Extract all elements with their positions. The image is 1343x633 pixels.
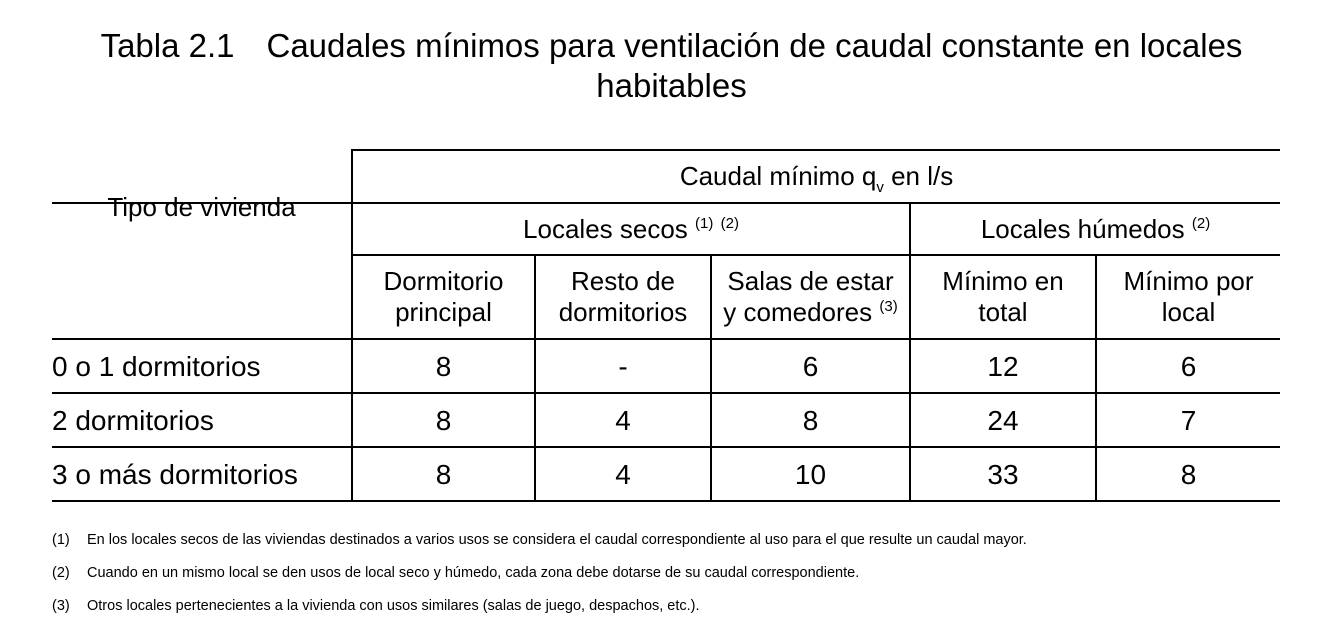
table-row — [52, 393, 1280, 447]
row-tipo: 3 o más dormitorios — [52, 447, 352, 501]
cell-dormitorio-principal: 8 — [352, 339, 535, 393]
footnote-ref: (2) — [720, 214, 739, 232]
footnote-number: (3) — [52, 598, 70, 614]
footnote — [52, 561, 1312, 594]
footnote-ref: (2) — [1191, 214, 1211, 232]
cell-salas-estar: 10 — [711, 447, 910, 501]
footnotes — [52, 528, 1312, 627]
subscript-v: v — [876, 179, 884, 196]
cell-salas-estar: 6 — [711, 339, 910, 393]
col-resto-dormitorios: Resto de dormitorios — [535, 255, 711, 339]
footnote-ref: (3) — [879, 298, 898, 315]
col-dormitorio-principal: Dormitorio principal — [352, 255, 535, 339]
title-line-1 — [0, 26, 1343, 66]
tipo-vivienda-header: Tipo de vivienda — [52, 203, 352, 339]
cell-resto-dormitorios: 4 — [535, 447, 711, 501]
cell-minimo-local: 6 — [1096, 339, 1280, 393]
cell-dormitorio-principal: 8 — [352, 393, 535, 447]
cell-minimo-total: 24 — [910, 393, 1096, 447]
row-tipo: 2 dormitorios — [52, 393, 352, 447]
col-minimo-total: Mínimo en total — [910, 255, 1096, 339]
table-row — [52, 447, 1280, 501]
footnote-number: (2) — [52, 565, 70, 581]
cell-resto-dormitorios: 4 — [535, 393, 711, 447]
locales-secos-header: Locales secos $^{(1)}$ $^{(2)}$ — [352, 203, 910, 255]
cell-resto-dormitorios: - — [535, 339, 711, 393]
table-row — [52, 339, 1280, 393]
footnote-ref: (1) — [695, 214, 714, 232]
title-text: Caudales mínimos para ventilación de caudal constante en locales — [266, 27, 1243, 64]
footnote-text: Cuando en un mismo local se den usos de local seco y húmedo, cada zona debe dotarse de su caudal correspondiente. — [87, 565, 860, 581]
cell-minimo-total: 12 — [910, 339, 1096, 393]
header-row-2 — [52, 203, 1280, 255]
ventilation-table — [52, 149, 1280, 502]
footnote-text: Otros locales pertenecientes a la vivienda con usos similares (salas de juego, despachos, etc.). — [87, 598, 700, 614]
cell-minimo-local: 8 — [1096, 447, 1280, 501]
cell-minimo-total: 33 — [910, 447, 1096, 501]
table-number: Tabla 2.1 — [100, 27, 235, 64]
col-minimo-local: Mínimo por local — [1096, 255, 1280, 339]
row-tipo: 0 o 1 dormitorios — [52, 339, 352, 393]
table-title — [0, 26, 1343, 106]
col-salas-estar: Salas de estar y comedores $^{(3)}$ — [711, 255, 910, 339]
footnote — [52, 594, 1312, 627]
cell-dormitorio-principal: 8 — [352, 447, 535, 501]
footnote-number: (1) — [52, 532, 70, 548]
footnote — [52, 528, 1312, 561]
title-line-2: habitables — [596, 67, 747, 104]
cell-minimo-local: 7 — [1096, 393, 1280, 447]
footnote-text: En los locales secos de las viviendas destinados a varios usos se considera el caudal correspondiente al uso para el que resulte un caudal mayor. — [87, 532, 1027, 548]
locales-humedos-header: Locales húmedos $^{(2)}$ — [910, 203, 1280, 255]
caudal-header: Caudal mínimo $q_v$ en l/s — [352, 150, 1280, 203]
cell-salas-estar: 8 — [711, 393, 910, 447]
